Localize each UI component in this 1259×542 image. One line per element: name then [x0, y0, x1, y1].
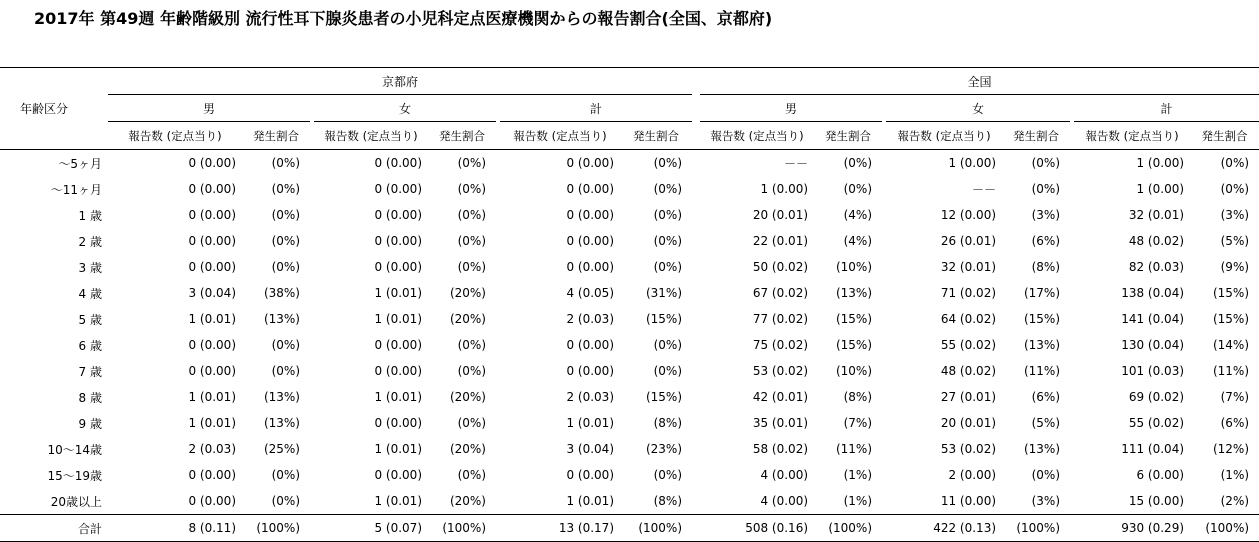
count-cell: 1 (0.01) [374, 390, 422, 404]
rate-cell: (0%) [457, 416, 486, 430]
rate-cell: (0%) [457, 338, 486, 352]
rate-cell: (100%) [620, 515, 692, 542]
count-cell: 111 (0.04) [1121, 442, 1185, 456]
count-cell: 48 (0.02) [940, 364, 997, 378]
table-row [0, 358, 1259, 384]
count-cell: 0 (0.00) [566, 364, 614, 378]
count-cell: 4 (0.05) [566, 286, 614, 300]
rate-cell: (20%) [449, 494, 486, 508]
report-table [0, 67, 1259, 542]
region-gap [692, 228, 700, 254]
rate-cell: (100%) [1190, 515, 1259, 542]
rate-cell: (20%) [449, 442, 486, 456]
count-cell: 1 (0.01) [374, 286, 422, 300]
age-cell: 合計 [0, 515, 108, 542]
count-cell: 53 (0.02) [752, 364, 809, 378]
region-gap [692, 358, 700, 384]
count-cell: 58 (0.02) [752, 442, 809, 456]
count-cell: 0 (0.00) [374, 208, 422, 222]
age-column-header: 年齢区分 [0, 68, 108, 150]
count-cell: 0 (0.00) [374, 260, 422, 274]
count-cell: 50 (0.02) [752, 260, 809, 274]
rate-cell: (23%) [645, 442, 683, 456]
rate-cell: (1%) [843, 468, 873, 482]
rate-column-header: 発生割合 [1002, 122, 1070, 150]
rate-cell: (15%) [1023, 312, 1061, 326]
rate-cell: (5%) [1031, 416, 1061, 430]
rate-cell: (8%) [653, 416, 683, 430]
rate-cell: (1%) [843, 494, 873, 508]
rate-cell: (0%) [1031, 156, 1061, 170]
age-cell: 3 歳 [78, 260, 102, 275]
count-cell: 32 (0.01) [940, 260, 997, 274]
rate-cell: (3%) [1031, 494, 1061, 508]
rate-cell: (0%) [457, 234, 486, 248]
rate-cell: (8%) [1031, 260, 1061, 274]
region-gap [692, 306, 700, 332]
count-column-header: 報告数 (定点当り) [886, 122, 1002, 150]
rate-column-header: 発生割合 [620, 122, 692, 150]
count-cell: 0 (0.00) [566, 468, 614, 482]
count-cell: 5 (0.07) [314, 515, 428, 542]
rate-cell: (13%) [263, 390, 300, 404]
sex-header-kyoto-1: 女 [314, 95, 496, 122]
count-cell: 0 (0.00) [188, 234, 236, 248]
count-cell: 1 (0.01) [374, 312, 422, 326]
rate-cell: (6%) [1031, 234, 1061, 248]
rate-cell: (13%) [1023, 338, 1061, 352]
age-cell: 2 歳 [78, 234, 102, 249]
rate-cell: (14%) [1212, 338, 1250, 352]
rate-cell: (13%) [263, 416, 300, 430]
count-cell: 0 (0.00) [188, 260, 236, 274]
count-cell: 77 (0.02) [752, 312, 809, 326]
age-cell: 1 歳 [78, 208, 102, 223]
region-header-kyoto: 京都府 [108, 68, 692, 95]
count-column-header: 報告数 (定点当り) [700, 122, 814, 150]
age-cell: 15～19歳 [47, 468, 102, 483]
rate-cell: (15%) [835, 338, 873, 352]
rate-cell: (11%) [1023, 364, 1061, 378]
count-cell: 1 (0.01) [374, 442, 422, 456]
table-row [0, 488, 1259, 515]
count-cell: 0 (0.00) [374, 156, 422, 170]
sex-header-national-1: 女 [886, 95, 1070, 122]
table-row [0, 202, 1259, 228]
region-gap [692, 436, 700, 462]
count-cell: 0 (0.00) [188, 182, 236, 196]
count-cell: 75 (0.02) [752, 338, 809, 352]
count-column-header: 報告数 (定点当り) [314, 122, 428, 150]
count-cell: 1 (0.01) [188, 390, 236, 404]
rate-cell: (0%) [271, 468, 300, 482]
count-cell: 0 (0.00) [566, 260, 614, 274]
count-cell: 0 (0.00) [374, 338, 422, 352]
age-cell: 10～14歳 [47, 442, 102, 457]
count-cell: 0 (0.00) [374, 416, 422, 430]
sex-header-kyoto-0: 男 [108, 95, 310, 122]
count-cell: 0 (0.00) [566, 234, 614, 248]
rate-cell: (12%) [1212, 442, 1250, 456]
rate-cell: (0%) [457, 468, 486, 482]
rate-cell: (0%) [457, 364, 486, 378]
rate-cell: (0%) [1220, 156, 1250, 170]
count-cell: 55 (0.02) [1128, 416, 1185, 430]
age-cell: 20歳以上 [50, 494, 102, 509]
rate-cell: (0%) [271, 208, 300, 222]
count-cell: 508 (0.16) [700, 515, 814, 542]
count-cell: 0 (0.00) [188, 494, 236, 508]
count-cell: 4 (0.00) [760, 468, 809, 482]
count-cell: 0 (0.00) [566, 338, 614, 352]
age-cell: ～5ヶ月 [58, 156, 102, 171]
count-cell: 35 (0.01) [752, 416, 809, 430]
region-gap [692, 384, 700, 410]
rate-cell: (13%) [1023, 442, 1061, 456]
count-cell: 4 (0.00) [760, 494, 809, 508]
age-cell: 6 歳 [78, 338, 102, 353]
rate-cell: (20%) [449, 286, 486, 300]
rate-cell: (0%) [1031, 182, 1061, 196]
rate-cell: (0%) [843, 156, 873, 170]
count-cell: 22 (0.01) [752, 234, 809, 248]
rate-cell: (20%) [449, 390, 486, 404]
rate-cell: (0%) [271, 494, 300, 508]
rate-column-header: 発生割合 [428, 122, 496, 150]
total-row [0, 515, 1259, 542]
count-cell: 1 (0.00) [760, 182, 809, 196]
count-cell: 0 (0.00) [374, 182, 422, 196]
rate-cell: (8%) [843, 390, 873, 404]
rate-cell: (100%) [242, 515, 310, 542]
rate-cell: (11%) [835, 442, 873, 456]
rate-cell: (0%) [271, 234, 300, 248]
rate-cell: (0%) [1031, 468, 1061, 482]
rate-cell: (15%) [835, 312, 873, 326]
rate-cell: (31%) [645, 286, 683, 300]
count-cell: 930 (0.29) [1074, 515, 1190, 542]
rate-cell: (13%) [835, 286, 873, 300]
count-cell: 15 (0.00) [1128, 494, 1185, 508]
count-cell: 0 (0.00) [566, 156, 614, 170]
count-cell: 0 (0.00) [566, 208, 614, 222]
rate-cell: (0%) [843, 182, 873, 196]
count-cell: 1 (0.00) [948, 156, 997, 170]
rate-cell: (9%) [1220, 260, 1250, 274]
count-cell: 138 (0.04) [1121, 286, 1185, 300]
table-row [0, 280, 1259, 306]
region-gap [692, 202, 700, 228]
rate-cell: (0%) [1220, 182, 1250, 196]
count-cell: －－ [784, 156, 809, 171]
age-cell: 5 歳 [78, 312, 102, 327]
count-cell: 2 (0.03) [188, 442, 236, 456]
rate-cell: (0%) [653, 156, 683, 170]
rate-cell: (0%) [653, 208, 683, 222]
rate-cell: (4%) [843, 208, 873, 222]
rate-column-header: 発生割合 [242, 122, 310, 150]
count-cell: 3 (0.04) [566, 442, 614, 456]
rate-cell: (11%) [1212, 364, 1250, 378]
rate-column-header: 発生割合 [1190, 122, 1259, 150]
count-column-header: 報告数 (定点当り) [108, 122, 242, 150]
count-cell: 3 (0.04) [188, 286, 236, 300]
rate-cell: (3%) [1031, 208, 1061, 222]
rate-column-header: 発生割合 [814, 122, 882, 150]
count-cell: 42 (0.01) [752, 390, 809, 404]
sex-header-national-2: 計 [1074, 95, 1259, 122]
count-cell: 2 (0.03) [566, 390, 614, 404]
rate-cell: (13%) [263, 312, 300, 326]
rate-cell: (0%) [457, 208, 486, 222]
count-cell: 1 (0.01) [566, 416, 614, 430]
region-gap [692, 410, 700, 436]
rate-cell: (3%) [1220, 208, 1250, 222]
count-column-header: 報告数 (定点当り) [1074, 122, 1190, 150]
rate-cell: (0%) [271, 182, 300, 196]
rate-cell: (1%) [1220, 468, 1250, 482]
rate-cell: (0%) [457, 260, 486, 274]
count-cell: 55 (0.02) [940, 338, 997, 352]
rate-cell: (15%) [1212, 312, 1250, 326]
count-cell: 82 (0.03) [1128, 260, 1185, 274]
age-cell: ～11ヶ月 [50, 182, 102, 197]
rate-cell: (0%) [653, 468, 683, 482]
rate-cell: (100%) [1002, 515, 1070, 542]
rate-cell: (20%) [449, 312, 486, 326]
count-cell: 20 (0.01) [940, 416, 997, 430]
count-cell: 32 (0.01) [1128, 208, 1185, 222]
rate-cell: (0%) [271, 338, 300, 352]
region-gap [692, 150, 700, 177]
rate-cell: (0%) [457, 156, 486, 170]
rate-cell: (0%) [457, 182, 486, 196]
count-cell: －－ [972, 182, 997, 197]
count-column-header: 報告数 (定点当り) [500, 122, 620, 150]
region-gap [692, 280, 700, 306]
count-cell: 101 (0.03) [1121, 364, 1185, 378]
count-cell: 0 (0.00) [374, 468, 422, 482]
count-cell: 6 (0.00) [1136, 468, 1185, 482]
age-cell: 7 歳 [78, 364, 102, 379]
table-row [0, 176, 1259, 202]
count-cell: 1 (0.01) [374, 494, 422, 508]
count-cell: 13 (0.17) [500, 515, 620, 542]
count-cell: 64 (0.02) [940, 312, 997, 326]
rate-cell: (8%) [653, 494, 683, 508]
rate-cell: (7%) [1220, 390, 1250, 404]
rate-cell: (10%) [835, 260, 873, 274]
count-cell: 1 (0.01) [188, 312, 236, 326]
rate-cell: (7%) [843, 416, 873, 430]
rate-cell: (2%) [1220, 494, 1250, 508]
rate-cell: (0%) [271, 364, 300, 378]
rate-cell: (10%) [835, 364, 873, 378]
rate-cell: (0%) [653, 182, 683, 196]
count-cell: 0 (0.00) [188, 208, 236, 222]
table-row [0, 254, 1259, 280]
rate-cell: (5%) [1220, 234, 1250, 248]
sex-header-national-0: 男 [700, 95, 882, 122]
count-cell: 0 (0.00) [188, 364, 236, 378]
age-cell: 8 歳 [78, 390, 102, 405]
count-cell: 2 (0.00) [948, 468, 997, 482]
count-cell: 69 (0.02) [1128, 390, 1185, 404]
count-cell: 422 (0.13) [886, 515, 1002, 542]
rate-cell: (15%) [645, 390, 683, 404]
count-cell: 0 (0.00) [374, 234, 422, 248]
table-row [0, 150, 1259, 177]
rate-cell: (100%) [428, 515, 496, 542]
count-cell: 20 (0.01) [752, 208, 809, 222]
region-gap [692, 176, 700, 202]
count-cell: 27 (0.01) [940, 390, 997, 404]
table-row [0, 384, 1259, 410]
rate-cell: (0%) [653, 338, 683, 352]
region-header-national: 全国 [700, 68, 1259, 95]
rate-cell: (4%) [843, 234, 873, 248]
count-cell: 1 (0.01) [188, 416, 236, 430]
region-gap [692, 95, 700, 122]
count-cell: 8 (0.11) [108, 515, 242, 542]
count-cell: 67 (0.02) [752, 286, 809, 300]
region-gap [692, 515, 700, 542]
table-row [0, 436, 1259, 462]
table-row [0, 306, 1259, 332]
table-row [0, 462, 1259, 488]
rate-cell: (100%) [814, 515, 882, 542]
rate-cell: (0%) [271, 156, 300, 170]
rate-cell: (6%) [1220, 416, 1250, 430]
rate-cell: (15%) [645, 312, 683, 326]
count-cell: 11 (0.00) [940, 494, 997, 508]
region-gap [692, 254, 700, 280]
rate-cell: (0%) [653, 234, 683, 248]
table-row [0, 332, 1259, 358]
count-cell: 0 (0.00) [566, 182, 614, 196]
count-cell: 0 (0.00) [188, 156, 236, 170]
count-cell: 26 (0.01) [940, 234, 997, 248]
count-cell: 0 (0.00) [188, 338, 236, 352]
count-cell: 71 (0.02) [940, 286, 997, 300]
count-cell: 1 (0.00) [1136, 156, 1185, 170]
count-cell: 141 (0.04) [1121, 312, 1185, 326]
rate-cell: (38%) [263, 286, 300, 300]
rate-cell: (6%) [1031, 390, 1061, 404]
region-gap [692, 332, 700, 358]
rate-cell: (17%) [1023, 286, 1061, 300]
rate-cell: (0%) [653, 364, 683, 378]
page-title: 2017年 第49週 年齢階級別 流行性耳下腺炎患者の小児科定点医療機関からの報告割合(全国、京都府) [34, 9, 773, 28]
count-cell: 48 (0.02) [1128, 234, 1185, 248]
table-row [0, 410, 1259, 436]
rate-cell: (0%) [653, 260, 683, 274]
table-row [0, 228, 1259, 254]
region-gap [692, 68, 700, 95]
count-cell: 53 (0.02) [940, 442, 997, 456]
region-gap [692, 488, 700, 515]
count-cell: 1 (0.00) [1136, 182, 1185, 196]
region-gap [692, 462, 700, 488]
region-gap [692, 122, 700, 150]
age-cell: 9 歳 [78, 416, 102, 431]
count-cell: 12 (0.00) [940, 208, 997, 222]
rate-cell: (25%) [263, 442, 300, 456]
rate-cell: (0%) [271, 260, 300, 274]
count-cell: 0 (0.00) [188, 468, 236, 482]
count-cell: 0 (0.00) [374, 364, 422, 378]
sex-header-kyoto-2: 計 [500, 95, 692, 122]
age-cell: 4 歳 [78, 286, 102, 301]
count-cell: 1 (0.01) [566, 494, 614, 508]
count-cell: 2 (0.03) [566, 312, 614, 326]
rate-cell: (15%) [1212, 286, 1250, 300]
count-cell: 130 (0.04) [1121, 338, 1185, 352]
